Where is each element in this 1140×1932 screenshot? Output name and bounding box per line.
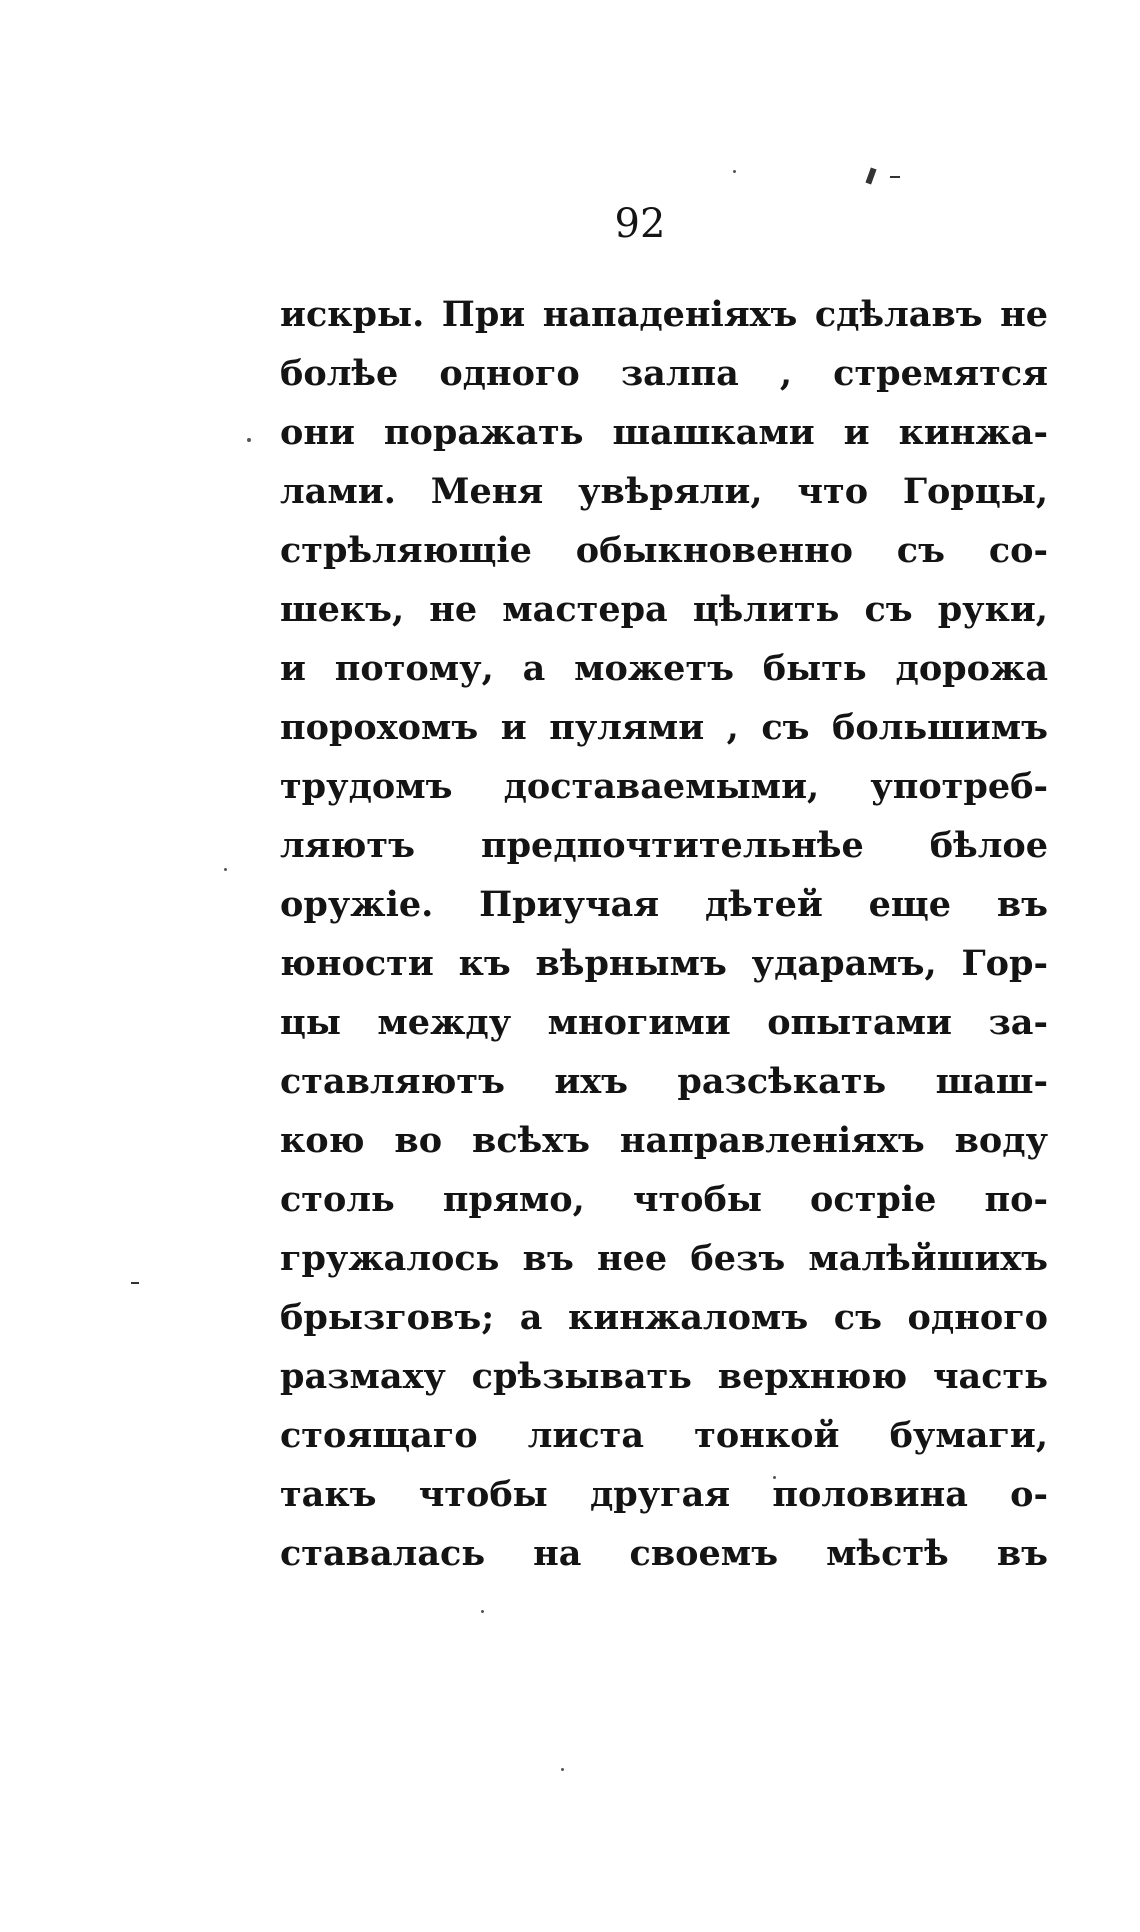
page-number: 92 [614,201,666,247]
text-line: болѣе одного залпа , стремятся [280,353,1048,394]
text-line: размаху срѣзывать верхнюю часть [280,1356,1048,1397]
text-line: стоящаго листа тонкой бумаги, [280,1415,1048,1456]
scan-speck [224,868,227,871]
scan-mark [890,176,900,178]
scan-speck [733,170,736,173]
body-text [280,285,1048,1583]
text-line: порохомъ и пулями , съ большимъ [280,707,1048,748]
text-line: ляютъ предпочтительнѣе бѣлое [280,825,1048,866]
scan-speck [481,1610,484,1613]
text-line: брызговъ; а кинжаломъ съ одного [280,1297,1048,1338]
text-line: ставалась на своемъ мѣстѣ въ [280,1533,1048,1574]
text-line: шекъ, не мастера цѣлить съ руки, [280,589,1048,630]
text-line: лами. Меня увѣряли, что Горцы, [280,471,1048,512]
text-line: гружалось въ нее безъ малѣйшихъ [280,1238,1048,1279]
text-line: трудомъ доставаемыми, употреб- [280,766,1048,807]
scan-speck [561,1768,564,1771]
text-line: цы между многими опытами за- [280,1002,1048,1043]
text-line: они поражать шашками и кинжа- [280,412,1048,453]
text-line: стрѣляющіе обыкновенно съ со- [280,530,1048,571]
text-line: оружіе. Приучая дѣтей еще въ [280,884,1048,925]
text-line: ставляютъ ихъ разсѣкать шаш- [280,1061,1048,1102]
text-line: такъ чтобы другая половина о- [280,1474,1048,1515]
scan-mark [865,167,876,184]
scan-mark [131,1282,139,1284]
text-line: искры. При нападеніяхъ сдѣлавъ не [280,294,1048,335]
text-line: юности къ вѣрнымъ ударамъ, Гор- [280,943,1048,984]
text-line: столь прямо, чтобы остріе по- [280,1179,1048,1220]
scan-speck [247,438,251,442]
text-line: кою во всѣхъ направленіяхъ воду [280,1120,1048,1161]
text-line: и потому, а можетъ быть дорожа [280,648,1048,689]
